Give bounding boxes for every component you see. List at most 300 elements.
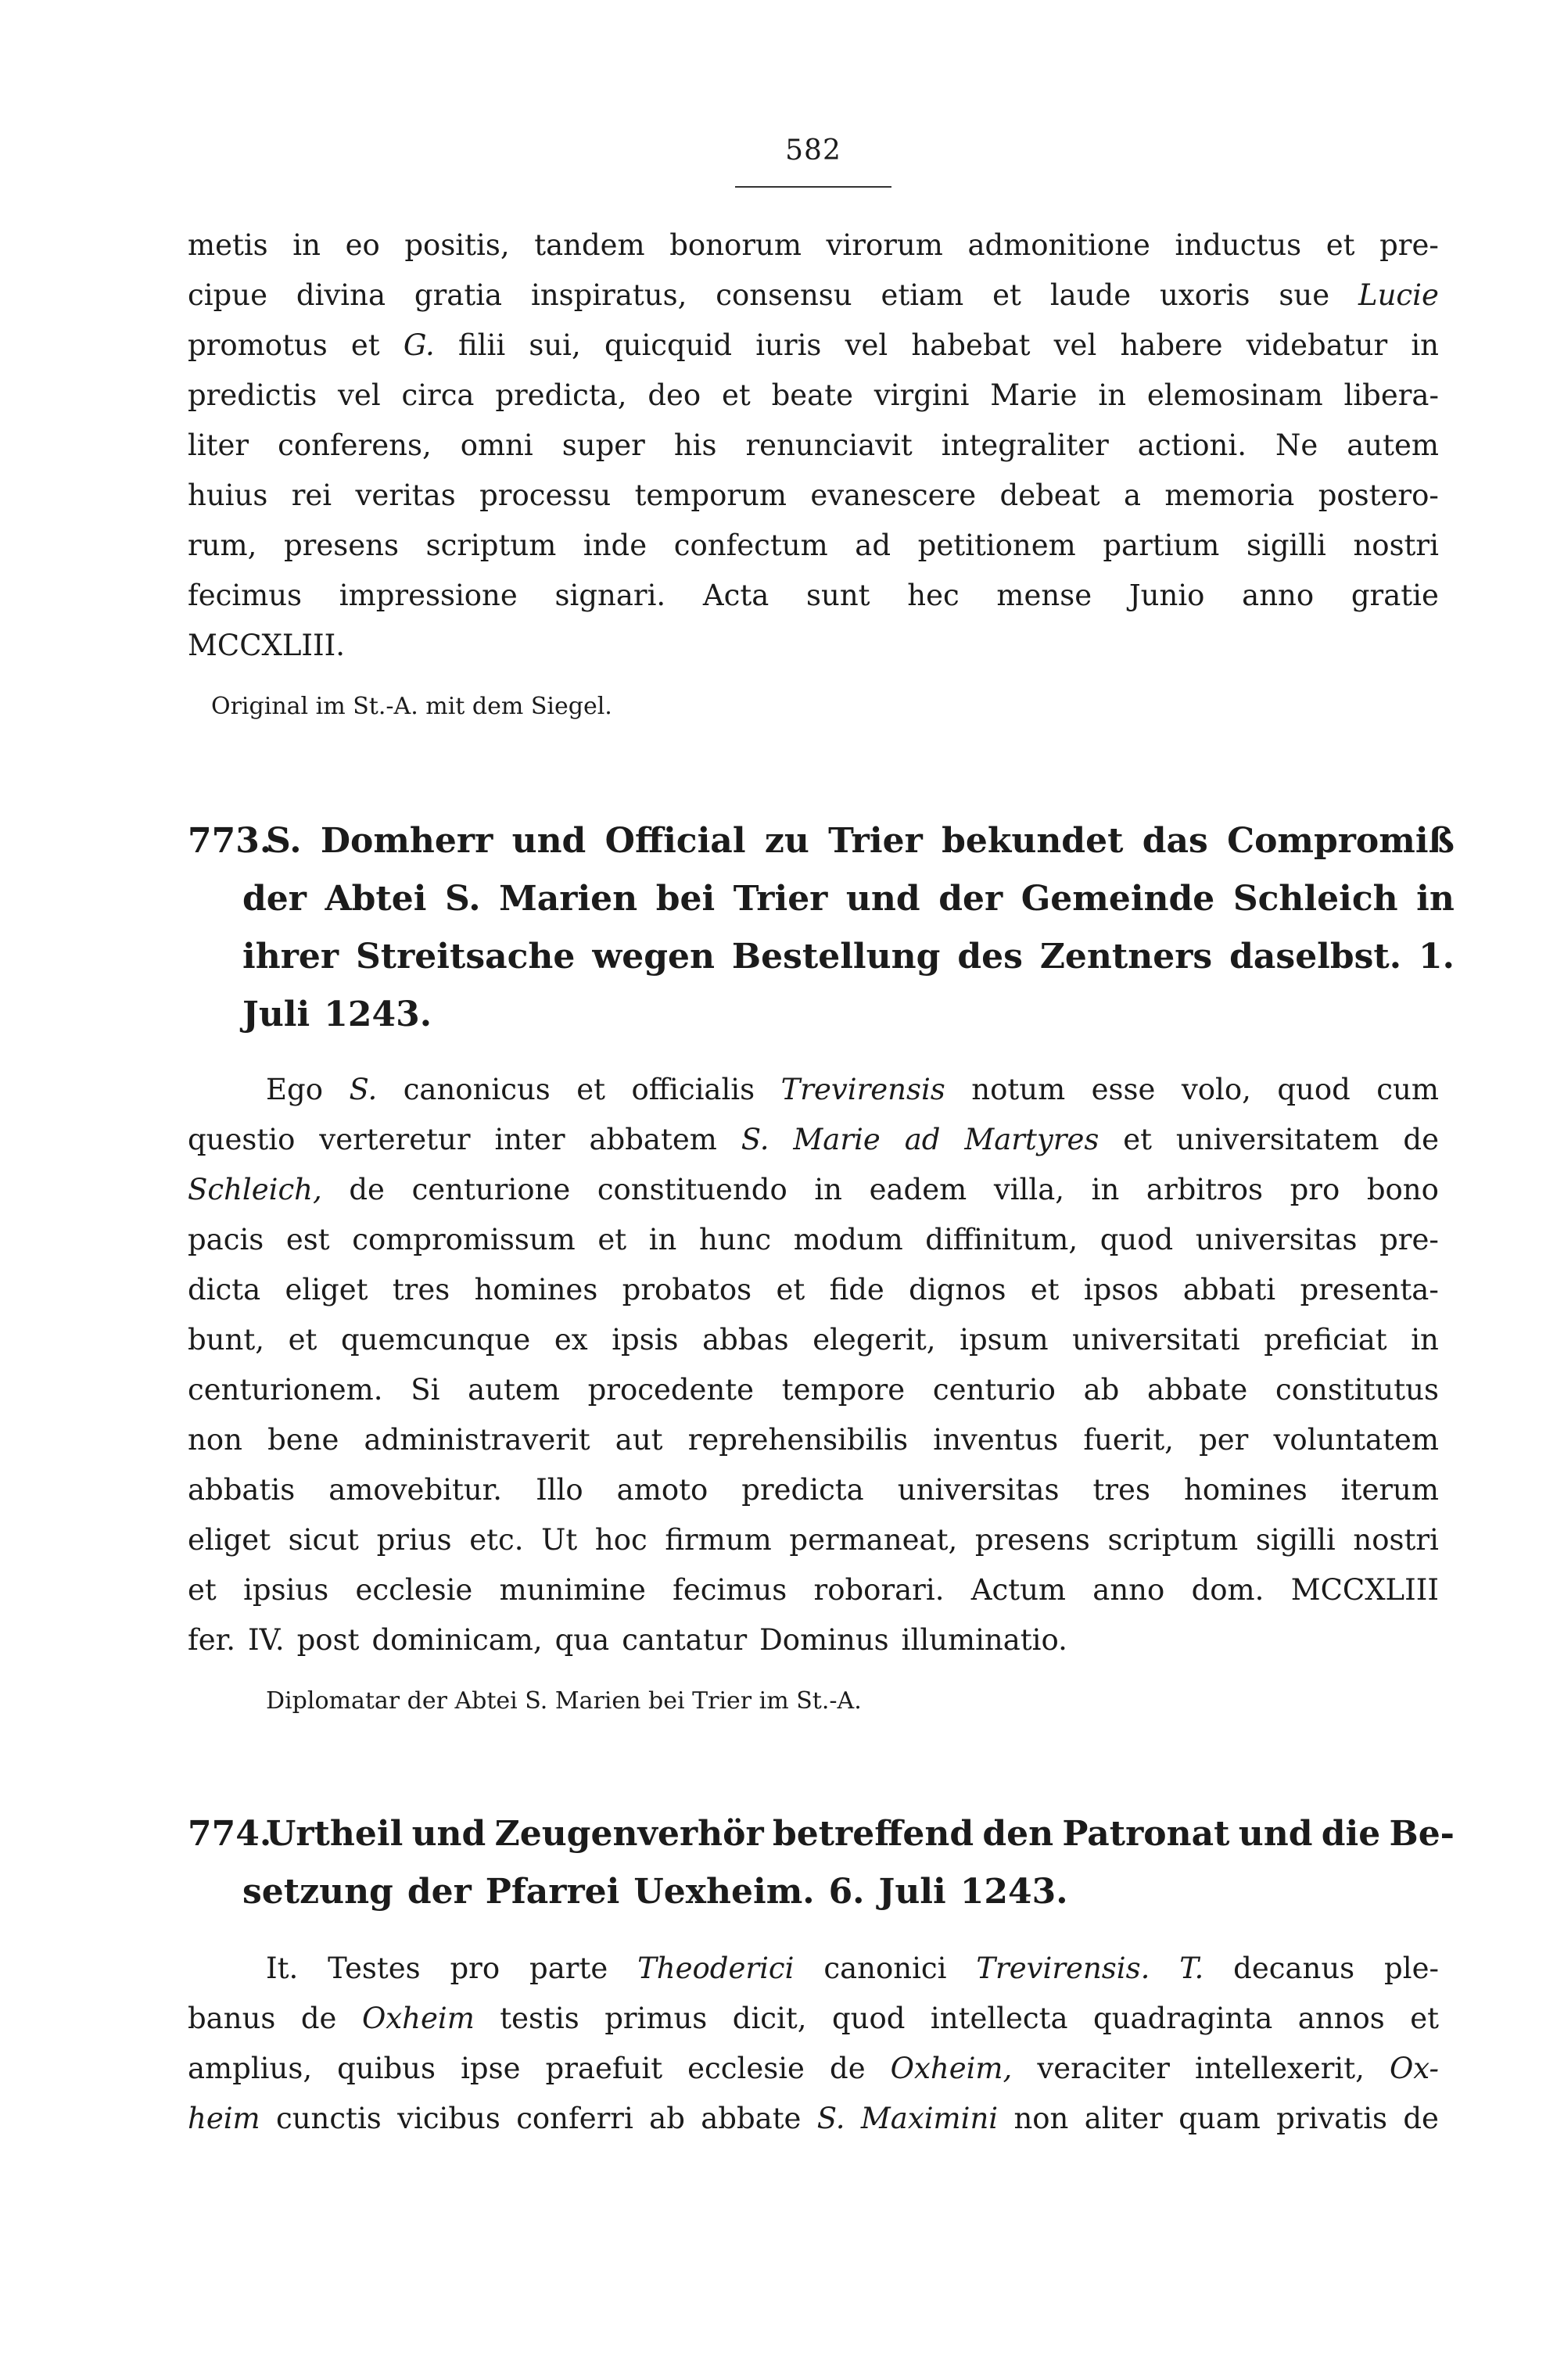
word: renunciavit xyxy=(745,428,913,462)
word: voluntatem xyxy=(1273,1423,1439,1457)
word: privatis xyxy=(1276,2102,1388,2135)
word: quibus xyxy=(337,2052,436,2085)
word: Illo xyxy=(536,1473,583,1507)
word: esse xyxy=(1091,1073,1156,1106)
word: promotus xyxy=(188,328,328,362)
word: bunt, xyxy=(188,1323,264,1357)
word: pro xyxy=(1290,1173,1340,1206)
text-line xyxy=(188,1165,1439,1215)
word: aliter xyxy=(1084,2102,1163,2135)
word: abbatem xyxy=(589,1123,717,1156)
word: et xyxy=(597,1223,627,1256)
word: in xyxy=(1411,1323,1439,1357)
word: questio xyxy=(188,1123,296,1156)
heading-line xyxy=(266,813,1455,869)
word: presenta- xyxy=(1300,1273,1439,1306)
word: veritas xyxy=(355,479,456,512)
word: der xyxy=(407,1872,472,1912)
word: ipsos xyxy=(1083,1273,1159,1306)
word: est xyxy=(285,1223,330,1256)
word: praefuit xyxy=(545,2052,663,2085)
word: processu xyxy=(479,479,612,512)
word: fecimus xyxy=(188,579,303,612)
word: filii xyxy=(457,328,506,362)
word: Zentners xyxy=(1039,937,1213,977)
word: Ox- xyxy=(1389,2052,1439,2085)
word: fuerit, xyxy=(1083,1423,1174,1457)
word: die xyxy=(1321,1814,1381,1854)
word: de xyxy=(300,2002,337,2035)
word: Acta xyxy=(702,579,769,612)
word: amplius, xyxy=(188,2052,313,2085)
word: scriptum xyxy=(1107,1523,1239,1557)
word: Trier xyxy=(733,879,828,919)
word: iterum xyxy=(1340,1473,1439,1507)
word: S. xyxy=(349,1073,378,1106)
word: signari. xyxy=(554,579,666,612)
word: quicquid xyxy=(604,328,733,362)
word: den xyxy=(982,1814,1054,1854)
word: Juli xyxy=(242,995,310,1034)
word: sui, xyxy=(529,328,581,362)
word: Compromiß xyxy=(1227,821,1455,861)
word: ipsius xyxy=(243,1573,329,1607)
word: bono xyxy=(1366,1173,1439,1206)
word: der xyxy=(242,879,307,919)
word: et xyxy=(776,1273,805,1306)
source-note: Diplomatar der Abtei S. Marien bei Trier im St.-A. xyxy=(266,1687,862,1715)
word: banus xyxy=(188,2002,276,2035)
word: Uexheim. xyxy=(633,1872,815,1912)
word: non xyxy=(1013,2102,1069,2135)
word: inspiratus, xyxy=(531,278,687,312)
word: setzung xyxy=(242,1872,393,1912)
word: heim xyxy=(188,2102,260,2135)
word: Official xyxy=(604,821,746,861)
page-number: 582 xyxy=(785,134,841,167)
word: vicibus xyxy=(397,2102,500,2135)
word: in xyxy=(1098,378,1127,412)
word: eo xyxy=(345,228,380,262)
text-line xyxy=(188,521,1439,571)
source-note: Original im St.-A. mit dem Siegel. xyxy=(211,693,612,720)
word: 1243. xyxy=(324,995,432,1034)
word: abbate xyxy=(701,2102,802,2135)
word: anno xyxy=(1242,579,1315,612)
word: tempore xyxy=(781,1373,906,1407)
text-line xyxy=(188,220,1439,271)
word: quod xyxy=(831,2002,906,2035)
word: Domherr xyxy=(320,821,493,861)
word: iuris xyxy=(755,328,822,362)
word: ple- xyxy=(1384,1952,1439,1985)
word: annos xyxy=(1297,2002,1385,2035)
word: cunctis xyxy=(275,2102,382,2135)
word: memoria xyxy=(1164,479,1295,512)
document-number: 773. xyxy=(188,821,272,861)
word: Oxheim, xyxy=(890,2052,1013,2085)
word: G. xyxy=(403,328,435,362)
word: quemcunque xyxy=(340,1323,531,1357)
word: habere xyxy=(1120,328,1223,362)
word: vel xyxy=(338,378,381,412)
word: gratie xyxy=(1351,579,1439,612)
word: Si xyxy=(411,1373,440,1407)
word: de xyxy=(349,1173,385,1206)
word: in xyxy=(1091,1173,1120,1206)
word: verteretur xyxy=(319,1123,471,1156)
word: de xyxy=(830,2052,866,2085)
word: inter xyxy=(494,1123,565,1156)
text-line xyxy=(188,1315,1439,1365)
word: gratia xyxy=(414,278,503,312)
word: constitutus xyxy=(1275,1373,1439,1407)
word: fide xyxy=(829,1273,884,1306)
word: eliget xyxy=(285,1273,368,1306)
word: 6. xyxy=(828,1872,865,1912)
word: inde xyxy=(583,529,647,562)
word: omni xyxy=(460,428,533,462)
word: aut xyxy=(615,1423,663,1457)
word: MCCXLIII. xyxy=(188,629,346,662)
word: scriptum xyxy=(425,529,557,562)
word: probatos xyxy=(622,1273,752,1306)
text-line xyxy=(188,2044,1439,2094)
word: bei xyxy=(655,879,716,919)
word: parte xyxy=(529,1952,608,1985)
word: ipse xyxy=(461,2052,521,2085)
word: officialis xyxy=(631,1073,755,1106)
word: daselbst. xyxy=(1229,937,1402,977)
word: intellexerit, xyxy=(1194,2052,1365,2085)
text-line xyxy=(188,1565,1439,1615)
word: und xyxy=(845,879,920,919)
word: liter xyxy=(188,428,249,462)
word: roborari. xyxy=(813,1573,945,1607)
text-line xyxy=(188,1265,1439,1315)
word: preficiat xyxy=(1264,1323,1387,1357)
word: bene xyxy=(267,1423,339,1457)
word: super xyxy=(561,428,645,462)
word: betreffend xyxy=(772,1814,974,1854)
text-line xyxy=(188,421,1439,471)
word: nostri xyxy=(1353,1523,1439,1557)
word: das xyxy=(1142,821,1208,861)
word: inventus xyxy=(933,1423,1059,1457)
word: Bestellung xyxy=(731,937,941,977)
word: compromissum xyxy=(352,1223,576,1256)
word: partium xyxy=(1103,529,1220,562)
word: admonitione xyxy=(967,228,1150,262)
text-line xyxy=(188,471,1439,521)
heading-line xyxy=(242,1864,1455,1920)
word: evanescere xyxy=(810,479,977,512)
word: impressione xyxy=(339,579,518,612)
text-line xyxy=(188,1515,1439,1565)
word: predicta xyxy=(741,1473,864,1507)
word: Streitsache xyxy=(356,937,576,977)
word: amoto xyxy=(616,1473,708,1507)
word: bonorum xyxy=(669,228,802,262)
word: quod xyxy=(1277,1073,1351,1106)
text-line xyxy=(188,1115,1439,1165)
text-line xyxy=(188,571,1439,621)
word: abbati xyxy=(1182,1273,1276,1306)
word: centurio xyxy=(932,1373,1056,1407)
word: und xyxy=(1238,1814,1313,1854)
word: diffinitum, xyxy=(925,1223,1078,1256)
word: It. xyxy=(266,1952,299,1985)
word: arbitros xyxy=(1146,1173,1263,1206)
word: abbate xyxy=(1147,1373,1248,1407)
text-line xyxy=(188,1994,1439,2044)
word: Theoderici xyxy=(637,1952,795,1985)
word: Marie xyxy=(990,378,1078,412)
text-line xyxy=(266,1065,1439,1115)
word: et xyxy=(1123,1123,1153,1156)
word: Actum xyxy=(970,1573,1066,1607)
heading-line xyxy=(266,1806,1455,1862)
word: homines xyxy=(1183,1473,1308,1507)
word: Abtei xyxy=(325,879,427,919)
word: illuminatio. xyxy=(901,1623,1067,1657)
word: Trevirensis. xyxy=(976,1952,1150,1985)
word: universitati xyxy=(1072,1323,1240,1357)
word: Marien xyxy=(499,879,638,919)
word: postero- xyxy=(1318,479,1439,512)
word: mense xyxy=(996,579,1092,612)
word: quadraginta xyxy=(1093,2002,1273,2035)
word: virorum xyxy=(826,228,943,262)
word: tres xyxy=(392,1273,450,1306)
heading-line xyxy=(242,871,1455,927)
word: de xyxy=(1403,1123,1439,1156)
word: 1. xyxy=(1419,937,1455,977)
word: dominicam, xyxy=(371,1623,543,1657)
word: in xyxy=(814,1173,842,1206)
word: cum xyxy=(1376,1073,1439,1106)
word: elemosinam xyxy=(1146,378,1323,412)
word: et xyxy=(576,1073,605,1106)
word: tandem xyxy=(534,228,645,262)
word: ipsum xyxy=(960,1323,1049,1357)
word: rei xyxy=(291,479,332,512)
word: non xyxy=(188,1423,242,1457)
word: Marie xyxy=(793,1123,881,1156)
word: autem xyxy=(1347,428,1439,462)
text-line xyxy=(266,1944,1439,1994)
word: decanus xyxy=(1233,1952,1355,1985)
word: actioni. xyxy=(1137,428,1247,462)
word: fecimus xyxy=(673,1573,787,1607)
word: wegen xyxy=(592,937,715,977)
word: Schleich xyxy=(1232,879,1398,919)
heading-line xyxy=(242,987,1455,1043)
text-line xyxy=(188,1215,1439,1265)
word: metis xyxy=(188,228,268,262)
word: predicta, xyxy=(495,378,627,412)
word: canonici xyxy=(823,1952,947,1985)
document-number: 774. xyxy=(188,1814,272,1854)
word: etc. xyxy=(469,1523,524,1557)
word: abbas xyxy=(702,1323,789,1357)
word: ad xyxy=(855,529,891,562)
word: presens xyxy=(283,529,399,562)
word: Martyres xyxy=(964,1123,1099,1156)
word: dignos xyxy=(909,1273,1006,1306)
word: Trier xyxy=(828,821,923,861)
word: ihrer xyxy=(242,937,339,977)
text-line xyxy=(188,271,1439,321)
word: tres xyxy=(1092,1473,1150,1507)
word: S. xyxy=(816,2102,845,2135)
word: Oxheim xyxy=(361,2002,475,2035)
word: Ego xyxy=(266,1073,323,1106)
word: Gemeinde xyxy=(1021,879,1215,919)
word: positis, xyxy=(404,228,510,262)
word: anno xyxy=(1092,1573,1165,1607)
word: Pfarrei xyxy=(485,1872,620,1912)
word: conferens, xyxy=(278,428,432,462)
word: notum xyxy=(971,1073,1066,1106)
word: administraverit xyxy=(364,1423,590,1457)
word: prius xyxy=(376,1523,452,1557)
text-line xyxy=(188,371,1439,421)
word: der xyxy=(938,879,1003,919)
word: ecclesie xyxy=(355,1573,473,1607)
word: elegerit, xyxy=(812,1323,936,1357)
word: uxoris xyxy=(1160,278,1250,312)
word: in xyxy=(648,1223,677,1256)
word: dom. xyxy=(1191,1573,1264,1607)
word: cantatur xyxy=(622,1623,748,1657)
word: beate xyxy=(771,378,853,412)
word: ipsis xyxy=(612,1323,679,1357)
word: quam xyxy=(1178,2102,1261,2135)
word: testis xyxy=(500,2002,579,2035)
word: hec xyxy=(907,579,960,612)
word: abbatis xyxy=(188,1473,296,1507)
word: sigilli xyxy=(1247,529,1326,562)
word: fer. xyxy=(188,1623,235,1657)
word: et xyxy=(722,378,751,412)
word: S. xyxy=(266,821,302,861)
word: sigilli xyxy=(1255,1523,1336,1557)
word: des xyxy=(957,937,1023,977)
word: amovebitur. xyxy=(328,1473,503,1507)
word: confectum xyxy=(673,529,828,562)
text-line xyxy=(188,621,1439,671)
word: IV. xyxy=(247,1623,285,1657)
word: predictis xyxy=(188,378,317,412)
word: primus xyxy=(604,2002,708,2035)
word: und xyxy=(511,821,586,861)
word: veraciter xyxy=(1037,2052,1170,2085)
word: Ne xyxy=(1275,428,1318,462)
word: centurionem. xyxy=(188,1373,383,1407)
word: eadem xyxy=(869,1173,967,1206)
word: Be- xyxy=(1389,1814,1455,1854)
word: et xyxy=(1325,228,1355,262)
word: Juli xyxy=(878,1872,946,1912)
word: Patronat xyxy=(1062,1814,1230,1854)
heading-line xyxy=(242,929,1455,985)
word: conferri xyxy=(516,2102,633,2135)
word: Zeugenverhör xyxy=(494,1814,764,1854)
word: integraliter xyxy=(941,428,1109,462)
text-line xyxy=(188,1615,1439,1665)
word: pre- xyxy=(1379,228,1439,262)
word: libera- xyxy=(1343,378,1439,412)
word: S. xyxy=(444,879,481,919)
word: pre- xyxy=(1379,1223,1439,1256)
word: S. xyxy=(741,1123,769,1156)
text-line xyxy=(188,1365,1439,1415)
word: Schleich, xyxy=(188,1173,322,1206)
word: intellecta xyxy=(930,2002,1068,2035)
word: reprehensibilis xyxy=(687,1423,909,1457)
word: eliget xyxy=(188,1523,271,1557)
word: temporum xyxy=(634,479,787,512)
word: 1243. xyxy=(960,1872,1068,1912)
word: universitatem xyxy=(1175,1123,1379,1156)
word: divina xyxy=(296,278,386,312)
word: autem xyxy=(468,1373,560,1407)
word: consensu xyxy=(716,278,852,312)
word: in xyxy=(292,228,321,262)
word: et xyxy=(288,1323,317,1357)
word: ecclesie xyxy=(687,2052,805,2085)
text-line xyxy=(188,1415,1439,1465)
word: sue xyxy=(1279,278,1330,312)
word: und xyxy=(411,1814,486,1854)
word: MCCXLIII xyxy=(1290,1573,1439,1607)
word: et xyxy=(188,1573,217,1607)
word: et xyxy=(1410,2002,1439,2035)
word: homines xyxy=(474,1273,598,1306)
word: ad xyxy=(904,1123,941,1156)
word: zu xyxy=(764,821,809,861)
word: constituendo xyxy=(597,1173,787,1206)
word: centurione xyxy=(411,1173,571,1206)
word: virgini xyxy=(873,378,970,412)
word: Testes xyxy=(328,1952,421,1985)
word: Ut xyxy=(541,1523,578,1557)
word: ab xyxy=(1083,1373,1120,1407)
word: dicit, xyxy=(732,2002,807,2035)
word: his xyxy=(673,428,717,462)
word: ab xyxy=(649,2102,685,2135)
word: dicta xyxy=(188,1273,261,1306)
word: universitas xyxy=(1195,1223,1358,1256)
word: Urtheil xyxy=(266,1814,404,1854)
word: et xyxy=(992,278,1021,312)
word: vel xyxy=(845,328,888,362)
word: Trevirensis xyxy=(780,1073,945,1106)
word: in xyxy=(1416,879,1455,919)
word: modum xyxy=(793,1223,903,1256)
word: a xyxy=(1123,479,1142,512)
word: laude xyxy=(1049,278,1132,312)
word: sunt xyxy=(806,579,870,612)
word: rum, xyxy=(188,529,257,562)
word: habebat xyxy=(911,328,1031,362)
word: pro xyxy=(450,1952,500,1985)
word: de xyxy=(1403,2102,1439,2135)
word: bekundet xyxy=(942,821,1124,861)
word: vel xyxy=(1053,328,1097,362)
word: et xyxy=(350,328,380,362)
